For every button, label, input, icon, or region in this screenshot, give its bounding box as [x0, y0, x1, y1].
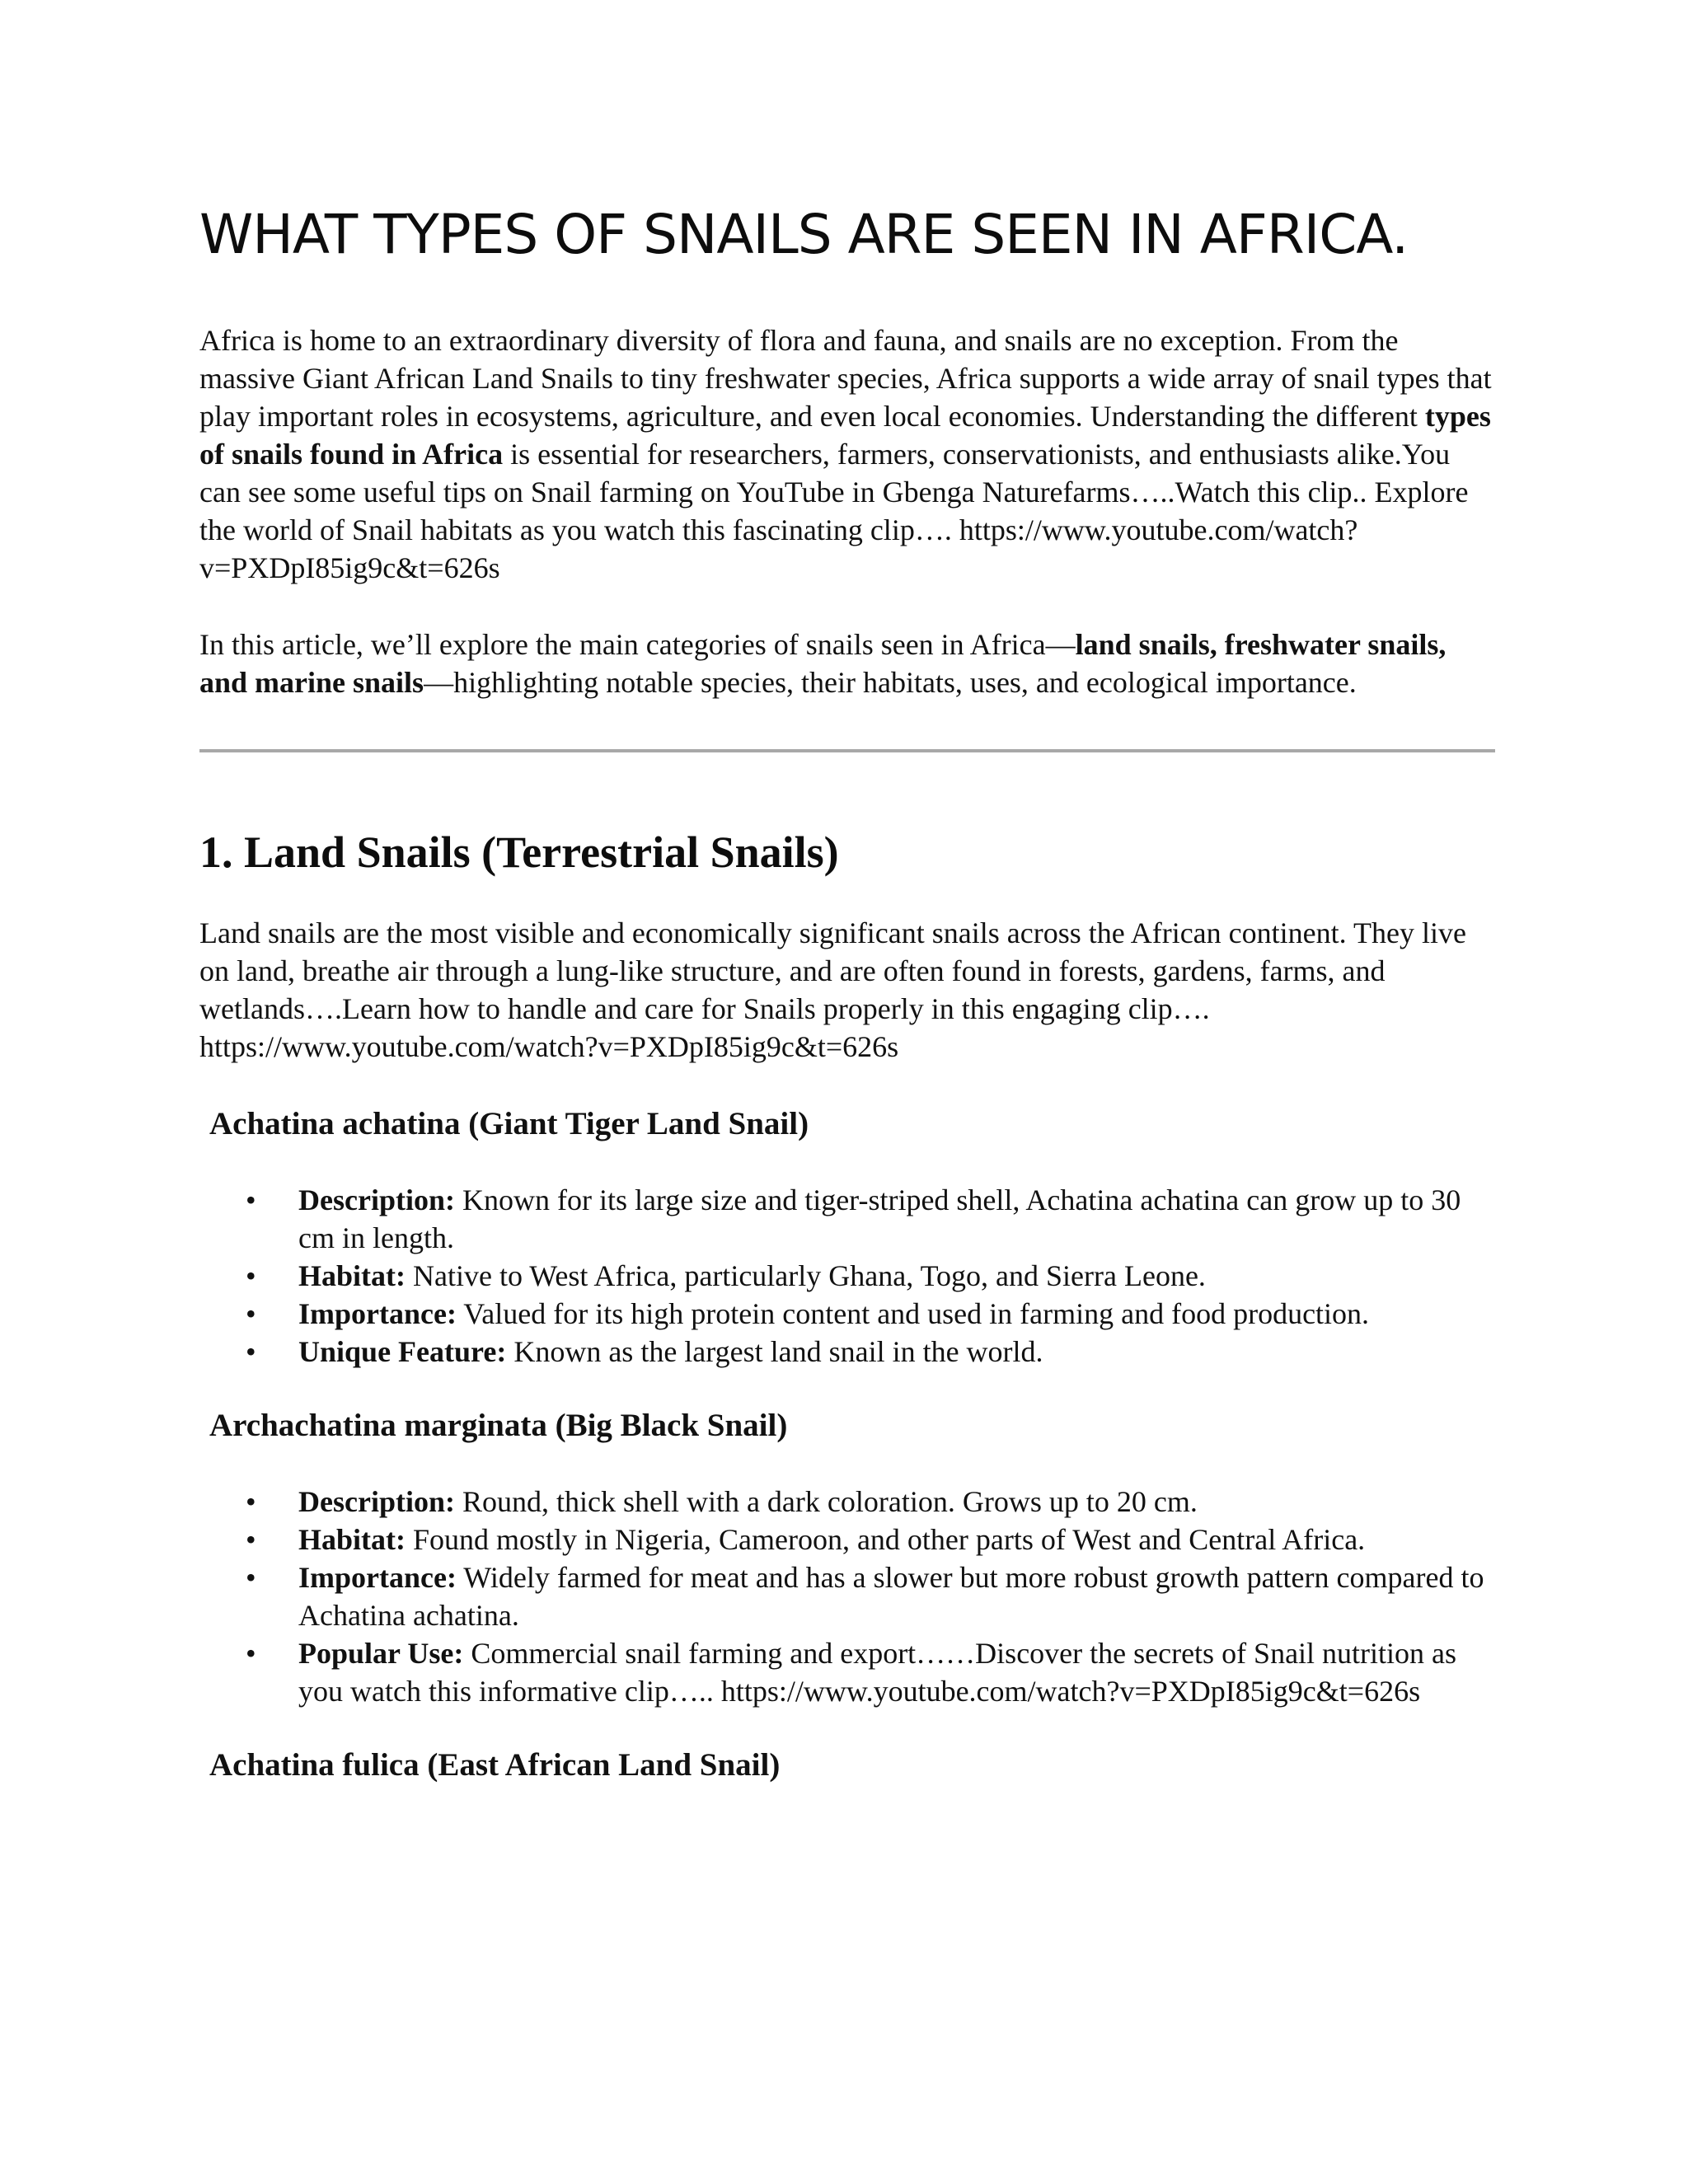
list-item	[199, 1181, 1495, 1257]
fact-label: Importance:	[298, 1297, 457, 1330]
fact-label: Importance:	[298, 1561, 457, 1594]
fact-label: Popular Use:	[298, 1637, 464, 1670]
fact-label: Habitat:	[298, 1259, 406, 1292]
section-heading-land-snails: 1. Land Snails (Terrestrial Snails)	[199, 827, 839, 877]
fact-text: Round, thick shell with a dark coloration. Grows up to 20 cm.	[454, 1485, 1198, 1518]
species-heading-archachatina-marginata: Archachatina marginata (Big Black Snail)	[209, 1408, 788, 1443]
list-item	[199, 1558, 1495, 1634]
fact-text: Known for its large size and tiger-striped shell, Achatina achatina can grow up to 30 cm in length.	[298, 1183, 1461, 1254]
list-item	[199, 1333, 1495, 1371]
list-item	[199, 1634, 1495, 1710]
list-item	[199, 1521, 1495, 1558]
bullet-icon: •	[246, 1259, 256, 1292]
overview-bold-text: land snails, freshwater snails, and marine snails	[199, 628, 1447, 699]
bullet-icon: •	[246, 1637, 256, 1670]
list-item	[199, 1295, 1495, 1333]
bullet-icon: •	[246, 1523, 256, 1556]
overview-text-2: —highlighting notable species, their habitats, uses, and ecological importance.	[424, 666, 1357, 699]
fact-text: Known as the largest land snail in the world.	[506, 1335, 1043, 1368]
fact-text: Found mostly in Nigeria, Cameroon, and other parts of West and Central Africa.	[406, 1523, 1366, 1556]
fact-label: Unique Feature:	[298, 1335, 507, 1368]
species-heading-achatina-fulica: Achatina fulica (East African Land Snail)	[209, 1747, 781, 1783]
overview-text-1: In this article, we’ll explore the main categories of snails seen in Africa—	[199, 628, 1076, 661]
species-facts-list	[199, 1181, 1495, 1371]
intro-paragraph	[199, 321, 1495, 587]
fact-label: Description:	[298, 1485, 455, 1518]
list-item	[199, 1257, 1495, 1295]
document-title: WHAT TYPES OF SNAILS ARE SEEN IN AFRICA.	[199, 203, 1409, 266]
intro-bold-text: types of snails found in Africa	[199, 400, 1491, 471]
horizontal-divider	[199, 749, 1495, 752]
bullet-icon: •	[246, 1335, 256, 1368]
list-item	[199, 1483, 1495, 1521]
fact-label: Habitat:	[298, 1523, 406, 1556]
bullet-icon: •	[246, 1485, 256, 1518]
article-overview-paragraph	[199, 626, 1495, 701]
species-heading-achatina-achatina: Achatina achatina (Giant Tiger Land Snail)	[209, 1106, 809, 1141]
fact-label: Description:	[298, 1183, 455, 1216]
bullet-icon: •	[246, 1561, 256, 1594]
fact-text: Widely farmed for meat and has a slower but more robust growth pattern compared to Achatina achatina.	[298, 1561, 1484, 1632]
fact-text: Native to West Africa, particularly Ghana, Togo, and Sierra Leone.	[406, 1259, 1206, 1292]
document-content	[199, 198, 1495, 1786]
fact-text: Valued for its high protein content and used in farming and food production.	[456, 1297, 1370, 1330]
section-intro-paragraph: Land snails are the most visible and economically significant snails across the African continent. They live on land, breathe air through a lung-like structure, and are often found in forests, gardens, farms, and wetlands….Learn how to handle and care for Snails properly in this engaging clip…. https://www.youtube.com/watch?v=PXDpI85ig9c&t=626s	[199, 916, 1466, 1063]
species-facts-list	[199, 1483, 1495, 1710]
intro-text-1: Africa is home to an extraordinary diversity of flora and fauna, and snails are no exception. From the massive Giant African Land Snails to tiny freshwater species, Africa supports a wide array of snail types that play important roles in ecosystems, agriculture, and even local economies. Understanding the different	[199, 324, 1492, 433]
intro-text-2: is essential for researchers, farmers, conservationists, and enthusiasts alike.You can see some useful tips on Snail farming on YouTube in Gbenga Naturefarms…..Watch this clip.. Explore the world of Snail habitats as you watch this fascinating clip…. https://www.youtube.com/watch?v=PXDpI85ig9c&t=626s	[199, 438, 1469, 584]
bullet-icon: •	[246, 1297, 256, 1330]
fact-text: Commercial snail farming and export……Discover the secrets of Snail nutrition as you watch this informative clip….. https://www.youtube.com/watch?v=PXDpI85ig9c&t=626s	[298, 1637, 1457, 1708]
bullet-icon: •	[246, 1183, 256, 1216]
